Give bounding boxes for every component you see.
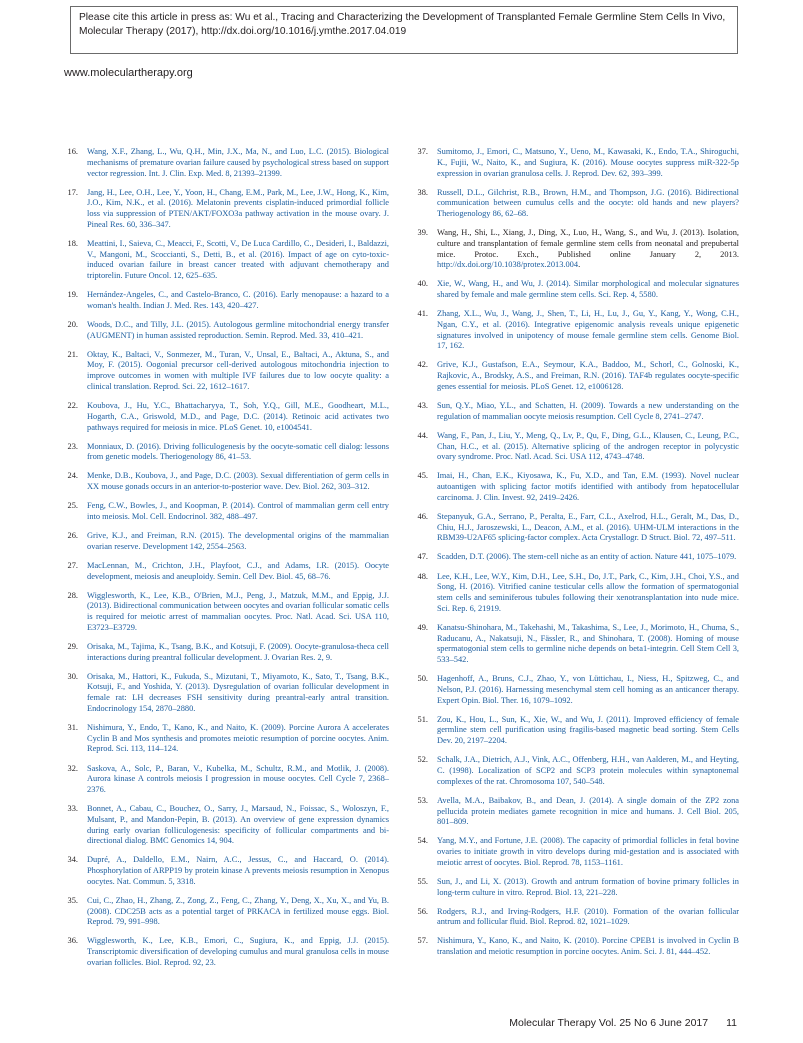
reference-number: 35. [67, 895, 78, 905]
reference-text [437, 715, 739, 747]
reference-link[interactable]: Orisaka, M., Hattori, K., Fukuda, S., Mizutani, T., Miyamoto, K., Sato, T., Tsang, B.K., Kotsuji, F., and Yoshida, Y. (2013). Dysregulation of ovarian follicular development in female rat: LH decreases FSH sensitivity during preantral-early antral transition. Endocrinology 154, 2870–2880. [87, 671, 389, 713]
reference-list-right [414, 147, 739, 958]
reference-number: 45. [417, 471, 428, 481]
reference-number: 30. [67, 671, 78, 681]
reference-text [437, 936, 739, 958]
reference-number: 52. [417, 755, 428, 765]
reference-item [64, 531, 389, 553]
reference-text [87, 561, 389, 583]
page-footer [509, 1017, 737, 1029]
reference-link[interactable]: Oktay, K., Baltaci, V., Sonmezer, M., Turan, V., Unsal, E., Baltaci, A., Aktuna, S., and Moy, F. (2015). Oogonial precursor cell-derived autologous mitochondria injection to improve outcomes in women with multiple IVF failures due to low oocyte quality: a clinical translation. Reprod. Sci. 22, 1612–1617. [87, 349, 389, 391]
reference-item [414, 572, 739, 615]
reference-text [87, 350, 389, 393]
reference-item [414, 674, 739, 706]
reference-link[interactable]: Xie, W., Wang, H., and Wu, J. (2014). Similar morphological and molecular signatures shared by female and male germline stem cells. Sci. Rep. 4, 5580. [437, 279, 739, 300]
reference-item [414, 755, 739, 787]
reference-link[interactable]: Meattini, I., Saieva, C., Meacci, F., Scotti, V., De Luca Cardillo, C., Desideri, I., Baldazzi, V., Mangoni, M., Scoccianti, S., Detti, B., et al. (2016). Impact of age on cyto-toxic-induced ovarian failure in breast cancer treated with adjuvant chemotherapy and triptorelin. Future Oncol. 12, 625–635. [87, 238, 389, 281]
reference-item [64, 350, 389, 393]
journal-website[interactable]: www.moleculartherapy.org [64, 67, 193, 79]
reference-item [64, 896, 389, 928]
reference-item [64, 401, 389, 433]
reference-item [64, 764, 389, 796]
reference-number: 48. [417, 571, 428, 581]
reference-text [87, 531, 389, 553]
reference-plain-text: Wang, H., Shi, L., Xiang, J., Ding, X., Luo, H., Wang, S., and Wu, J. (2013). Isolation, culture and transplantation of female germline stem cells from neonatal and prepubertal mice. Protoc. Exch., Published online January 2, 2013. [437, 228, 739, 259]
reference-link[interactable]: Saskova, A., Solc, P., Baran, V., Kubelka, M., Schultz, R.M., and Motlik, J. (2008). Aurora kinase A controls meiosis I progression in mouse oocytes. Cell Cycle 7, 2368–2376. [87, 763, 389, 794]
reference-link[interactable]: Grive, K.J., Gustafson, E.A., Seymour, K.A., Baddoo, M., Schorl, C., Golnoski, K., Rajkovic, A., Brodsky, A.S., and Freiman, R.N. (2016). TAF4b regulates oocyte-specific genes essential for meiosis. PLoS Genet. 12, e1006128. [437, 360, 739, 391]
reference-item [414, 471, 739, 503]
reference-item [414, 360, 739, 392]
reference-item [64, 471, 389, 493]
footer-journal: Molecular Therapy Vol. 25 No 6 June 2017 [509, 1017, 709, 1029]
reference-text [437, 309, 739, 352]
reference-item [64, 239, 389, 282]
reference-item [64, 855, 389, 887]
reference-link[interactable]: Scadden, D.T. (2006). The stem-cell niche as an entity of action. Nature 441, 1075–1079. [437, 552, 737, 562]
reference-item [64, 561, 389, 583]
reference-number: 25. [67, 501, 78, 511]
reference-link[interactable]: Woods, D.C., and Tilly, J.L. (2015). Autologous germline mitochondrial energy transfer (AUGMENT) in human assisted reproduction. Semin. Reprod. Med. 33, 410–421. [87, 319, 389, 340]
reference-text [437, 907, 739, 929]
reference-link[interactable]: Imai, H., Chan, E.K., Kiyosawa, K., Fu, X.D., and Tan, E.M. (1993). Novel nuclear autoantigen with splicing factor motifs identified with antibody from hepatocellular carcinoma. J. Clin. Invest. 92, 2419–2426. [437, 471, 739, 502]
reference-link[interactable]: Yang, M.Y., and Fortune, J.E. (2008). The capacity of primordial follicles in fetal bovine ovaries to initiate growth in vitro develops during mid-gestation and is associated with meiotic arrest of oocytes. Biol. Reprod. 78, 1153–1161. [437, 836, 739, 867]
reference-number: 17. [67, 187, 78, 197]
reference-text [437, 279, 739, 301]
reference-item [414, 715, 739, 747]
reference-item [414, 623, 739, 666]
reference-link[interactable]: Sun, Q.Y., Miao, Y.L., and Schatten, H. (2009). Towards a new understanding on the regulation of mammalian oocyte meiosis resumption. Cell Cycle 8, 2741–2747. [437, 401, 739, 421]
reference-link[interactable]: Kanatsu-Shinohara, M., Takehashi, M., Takashima, S., Lee, J., Morimoto, H., Chuma, S., Raducanu, A., Nakatsuji, N., Fässler, R., and Shinohara, T. (2008). Homing of mouse spermatogonial stem cells to germline niche depends on beta1-integrin. Cell Stem Cell 3, 533–542. [437, 622, 739, 665]
reference-text [87, 501, 389, 523]
reference-text [87, 804, 389, 847]
reference-text [87, 672, 389, 715]
reference-number: 56. [417, 906, 428, 916]
reference-text [87, 936, 389, 968]
reference-link[interactable]: Grive, K.J., and Freiman, R.N. (2015). The developmental origins of the mammalian ovarian reserve. Development 142, 2554–2563. [87, 530, 389, 551]
reference-link[interactable]: Feng, C.W., Bowles, J., and Koopman, P. (2014). Control of mammalian germ cell entry into meiosis. Mol. Cell. Endocrinol. 382, 488–497. [87, 501, 389, 521]
reference-link[interactable]: Nishimura, Y., Kano, K., and Naito, K. (2010). Porcine CPEB1 is involved in Cyclin B translation and meiotic resumption in porcine oocytes. Anim. Sci. J. 81, 444–452. [437, 936, 739, 957]
reference-text [437, 147, 739, 179]
reference-item [414, 147, 739, 179]
reference-number: 22. [67, 401, 78, 411]
reference-link[interactable]: Russell, D.L., Gilchrist, R.B., Brown, H.M., and Thompson, J.G. (2016). Bidirectional communication between cumulus cells and the oocyte: old hands and new players? Theriogenology 86, 62–68. [437, 187, 739, 219]
reference-link[interactable]: Dupré, A., Daldello, E.M., Nairn, A.C., Jessus, C., and Haccard, O. (2014). Phosphorylation of ARPP19 by protein kinase A prevents meiosis resumption in Xenopus oocytes. Nat. Commun. 5, 3318. [87, 855, 389, 886]
reference-item [64, 804, 389, 847]
reference-item [414, 188, 739, 220]
reference-text [437, 431, 739, 463]
reference-text [87, 896, 389, 928]
reference-text [87, 591, 389, 634]
reference-item [414, 836, 739, 868]
reference-number: 37. [417, 147, 428, 156]
reference-text [87, 239, 389, 282]
reference-text [437, 755, 739, 787]
reference-item [414, 877, 739, 899]
reference-text [437, 836, 739, 868]
reference-number: 26. [67, 530, 78, 540]
reference-number: 42. [417, 360, 428, 370]
reference-number: 44. [417, 430, 428, 440]
reference-item [64, 320, 389, 342]
reference-number: 29. [67, 641, 78, 651]
reference-text [437, 188, 739, 220]
reference-item [414, 907, 739, 929]
reference-text [437, 572, 739, 615]
reference-item [414, 228, 739, 271]
reference-number: 51. [417, 714, 428, 724]
reference-link[interactable]: Jang, H., Lee, O.H., Lee, Y., Yoon, H., Chang, E.M., Park, M., Lee, J.W., Hong, K., Kim, J.O., Kim, N.K., et al. (2016). Melatonin prevents cisplatin-induced primordial follicle loss via suppression of PTEN/AKT/FOXO3a pathway activation in the mouse ovary. J. Pineal Res. 60, 336–347. [87, 187, 389, 229]
reference-text [87, 320, 389, 342]
reference-list-left [64, 147, 389, 969]
reference-link[interactable]: Wang, F., Pan, J., Liu, Y., Meng, Q., Lv, P., Qu, F., Ding, G.L., Klausen, C., Leung, P.C., Chan, H.C., et al. (2015). Alternative splicing of the androgen receptor in polycystic ovary syndrome. Proc. Natl. Acad. Sci. USA 112, 4743–4748. [437, 430, 739, 462]
reference-number: 41. [417, 309, 428, 319]
reference-number: 53. [417, 795, 428, 805]
reference-item [64, 723, 389, 755]
reference-item [414, 936, 739, 958]
reference-link[interactable]: Wigglesworth, K., Lee, K.B., O'Brien, M.J., Peng, J., Matzuk, M.M., and Eppig, J.J. (2013). Bidirectional communication between oocytes and ovarian follicular somatic cells is required for meiotic arrest of mammalian oocytes. Proc. Natl. Acad. Sci. USA 110, E3723–E3729. [87, 590, 389, 632]
reference-text [87, 764, 389, 796]
reference-number: 16. [67, 147, 78, 156]
reference-text [87, 188, 389, 231]
reference-number: 19. [67, 290, 78, 300]
reference-item [64, 188, 389, 231]
reference-number: 54. [417, 836, 428, 846]
reference-text [87, 442, 389, 464]
reference-link[interactable]: Lee, K.H., Lee, W.Y., Kim, D.H., Lee, S.H., Do, J.T., Park, C., Kim, J.H., Choi, Y.S., and Song, H. (2016). Vitrified canine testicular cells allow the formation of spermatogonial stem cells and seminiferous tubules following their xenotransplantation into nude mice. Sci. Rep. 6, 21919. [437, 571, 739, 613]
reference-number: 31. [67, 722, 78, 732]
reference-item [414, 552, 739, 563]
reference-text [437, 796, 739, 828]
reference-number: 49. [417, 622, 428, 632]
reference-number: 21. [67, 349, 78, 359]
reference-link[interactable]: Avella, M.A., Baibakov, B., and Dean, J. (2014). A single domain of the ZP2 zona pellucida protein mediates gamete recognition in mice and humans. J. Cell Biol. 205, 801–809. [437, 795, 739, 827]
reference-number: 27. [67, 560, 78, 570]
reference-number: 38. [417, 187, 428, 197]
reference-item [64, 672, 389, 715]
reference-number: 50. [417, 674, 428, 684]
reference-number: 20. [67, 319, 78, 329]
reference-number: 46. [417, 511, 428, 521]
reference-number: 24. [67, 471, 78, 481]
reference-link[interactable]: Nishimura, Y., Endo, T., Kano, K., and Naito, K. (2009). Porcine Aurora A accelerates Cyclin B and Mos synthesis and promotes meiotic resumption of porcine oocytes. Anim. Reprod. Sci. 113, 114–124. [87, 722, 389, 754]
reference-item [414, 431, 739, 463]
reference-link[interactable]: Hagenhoff, A., Bruns, C.J., Zhao, Y., von Lüttichau, I., Niess, H., Spitzweg, C., and Nelson, P.J. (2016). Harnessing mesenchymal stem cell homing as an anticancer therapy. Expert Opin. Biol. Ther. 16, 1079–1092. [437, 674, 739, 705]
reference-link[interactable]: Sun, J., and Li, X. (2013). Growth and antrum formation of bovine primary follicles in long-term culture in vitro. Reprod. Biol. 13, 221–228. [437, 876, 739, 897]
reference-item [64, 147, 389, 179]
reference-text [437, 552, 739, 563]
reference-item [414, 512, 739, 544]
reference-number: 39. [417, 228, 428, 238]
reference-link[interactable]: Cui, C., Zhao, H., Zhang, Z., Zong, Z., Feng, C., Zhang, Y., Deng, X., Xu, X., and Yu, B. (2008). CDC25B acts as a potential target of PRKACA in fertilized mouse eggs. Biol. Reprod. 79, 991–998. [87, 895, 389, 927]
reference-link[interactable]: Stepanyuk, G.A., Serrano, P., Peralta, E., Farr, C.L., Axelrod, H.L., Geralt, M., Das, D., Chiu, H.J., Jaroszewski, L., Deacon, A.M., et al. (2016). UHM-ULM interactions in the RBM39-U2AF65 splicing-factor complex. Acta Crystallogr. D Struct. Biol. 72, 497–511. [437, 511, 739, 543]
reference-link[interactable]: Hernández-Angeles, C., and Castelo-Branco, C. (2016). Early menopause: a hazard to a woman's health. Indian J. Med. Res. 143, 420–427. [87, 290, 389, 310]
reference-item [414, 309, 739, 352]
reference-link[interactable]: Wigglesworth, K., Lee, K.B., Emori, C., Sugiura, K., and Eppig, J.J. (2015). Transcriptomic diversification of developing cumulus and mural granulosa cells in mouse ovarian follicles. Biol. Reprod. 92, 23. [87, 936, 389, 967]
reference-number: 23. [67, 441, 78, 451]
reference-text [87, 401, 389, 433]
reference-link[interactable]: Menke, D.B., Koubova, J., and Page, D.C. (2003). Sexual differentiation of germ cells in XX mouse gonads occurs in an anterior-to-posterior wave. Dev. Biol. 262, 303–312. [87, 471, 389, 492]
reference-number: 33. [67, 804, 78, 814]
reference-link[interactable]: Zhang, X.L., Wu, J., Wang, J., Shen, T., Li, H., Lu, J., Gu, Y., Kang, Y., Wong, C.H., Ngan, C.Y., et al. (2016). Integrative epigenomic analysis reveals unique epigenetic signatures involved in unipotency of mouse female germline stem cells. Genome Biol. 17, 162. [437, 309, 739, 351]
reference-number: 32. [67, 763, 78, 773]
page-number: 11 [726, 1017, 737, 1029]
reference-link[interactable]: Wang, X.F., Zhang, L., Wu, Q.H., Min, J.X., Ma, N., and Luo, L.C. (2015). Biological mechanisms of premature ovarian failure caused by psychological stress based on support vector regression. Int. J. Clin. Exp. Med. 8, 21393–21399. [87, 147, 389, 178]
reference-text [87, 471, 389, 493]
reference-link[interactable]: Monniaux, D. (2016). Driving folliculogenesis by the oocyte-somatic cell dialog: lessons from genetic models. Theriogenology 86, 41–53. [87, 441, 389, 462]
reference-text [437, 674, 739, 706]
reference-text [87, 147, 389, 179]
reference-text [87, 855, 389, 887]
reference-text [87, 723, 389, 755]
reference-number: 18. [67, 238, 78, 248]
reference-number: 47. [417, 552, 428, 562]
reference-link[interactable]: Zou, K., Hou, L., Sun, K., Xie, W., and Wu, J. (2011). Improved efficiency of female germline stem cell purification using fragilis-based magnetic bead sorting. Stem Cells Dev. 20, 2197–2204. [437, 714, 739, 746]
reference-number: 40. [417, 279, 428, 289]
citation-notice [70, 6, 738, 54]
reference-text [437, 877, 739, 899]
reference-link[interactable]: Schalk, J.A., Dietrich, A.J., Vink, A.C., Offenberg, H.H., van Aalderen, M., and Heyting, C. (1998). Localization of SCP2 and SCP3 protein molecules within synaptonemal complexes of the rat. Chromosoma 107, 540–548. [437, 755, 739, 786]
reference-text [437, 401, 739, 423]
reference-number: 57. [417, 936, 428, 946]
reference-link[interactable]: Bonnet, A., Cabau, C., Bouchez, O., Sarry, J., Marsaud, N., Foissac, S., Woloszyn, F., Mulsant, P., and Mandon-Pepin, B. (2013). An overview of gene expression dynamics during early ovarian folliculogenesis: specificity of follicular compartments and bi-directional dialog. BMC Genomics 14, 904. [87, 804, 389, 846]
reference-link[interactable]: Sumitomo, J., Emori, C., Matsuno, Y., Ueno, M., Kawasaki, K., Endo, T.A., Shiroguchi, K., Fujii, W., Naito, K., and Sugiura, K. (2016). Mouse oocytes suppress miR-322-5p expression in ovarian granulosa cells. J. Reprod. Dev. 62, 393–399. [437, 147, 739, 178]
reference-link[interactable]: http://dx.doi.org/10.1038/protex.2013.004 [437, 260, 579, 270]
reference-item [64, 936, 389, 968]
reference-text [437, 623, 739, 666]
reference-item [414, 796, 739, 828]
reference-item [414, 401, 739, 423]
reference-item [64, 290, 389, 312]
reference-item [64, 591, 389, 634]
reference-link[interactable]: MacLennan, M., Crichton, J.H., Playfoot, C.J., and Adams, I.R. (2015). Oocyte development, meiosis and aneuploidy. Semin. Cell Dev. Biol. 45, 68–76. [87, 560, 389, 581]
reference-text [437, 360, 739, 392]
reference-number: 43. [417, 401, 428, 411]
reference-item [414, 279, 739, 301]
reference-text [437, 512, 739, 544]
reference-text [437, 228, 739, 271]
reference-number: 36. [67, 936, 78, 946]
reference-text [87, 290, 389, 312]
reference-text [87, 642, 389, 664]
reference-link[interactable]: Orisaka, M., Tajima, K., Tsang, B.K., and Kotsuji, F. (2009). Oocyte-granulosa-theca cell interactions during preantral follicular development. J. Ovarian Res. 2, 9. [87, 641, 389, 662]
reference-number: 28. [67, 590, 78, 600]
reference-number: 34. [67, 855, 78, 865]
reference-link[interactable]: Rodgers, R.J., and Irving-Rodgers, H.F. (2010). Formation of the ovarian follicular antrum and follicular fluid. Biol. Reprod. 82, 1021–1029. [437, 906, 739, 927]
reference-item [64, 501, 389, 523]
reference-number: 55. [417, 876, 428, 886]
reference-link[interactable]: Koubova, J., Hu, Y.C., Bhattacharyya, T., Soh, Y.Q., Gill, M.E., Goodheart, M.L., Hogarth, C.A., Griswold, M.D., and Page, D.C. (2014). Retinoic acid activates two pathways required for meiosis in mice. PLoS Genet. 10, e1004541. [87, 401, 389, 432]
reference-trailing-text: . [578, 260, 581, 270]
reference-item [64, 442, 389, 464]
citation-notice-text: Please cite this article in press as: Wu et al., Tracing and Characterizing the Development of Transplanted Female Germline Stem Cells In Vivo, Molecular Therapy (2017), http://dx.doi.org/10.1016/j.ymthe.2017.04.019 [79, 12, 726, 37]
reference-text [437, 471, 739, 503]
reference-item [64, 642, 389, 664]
